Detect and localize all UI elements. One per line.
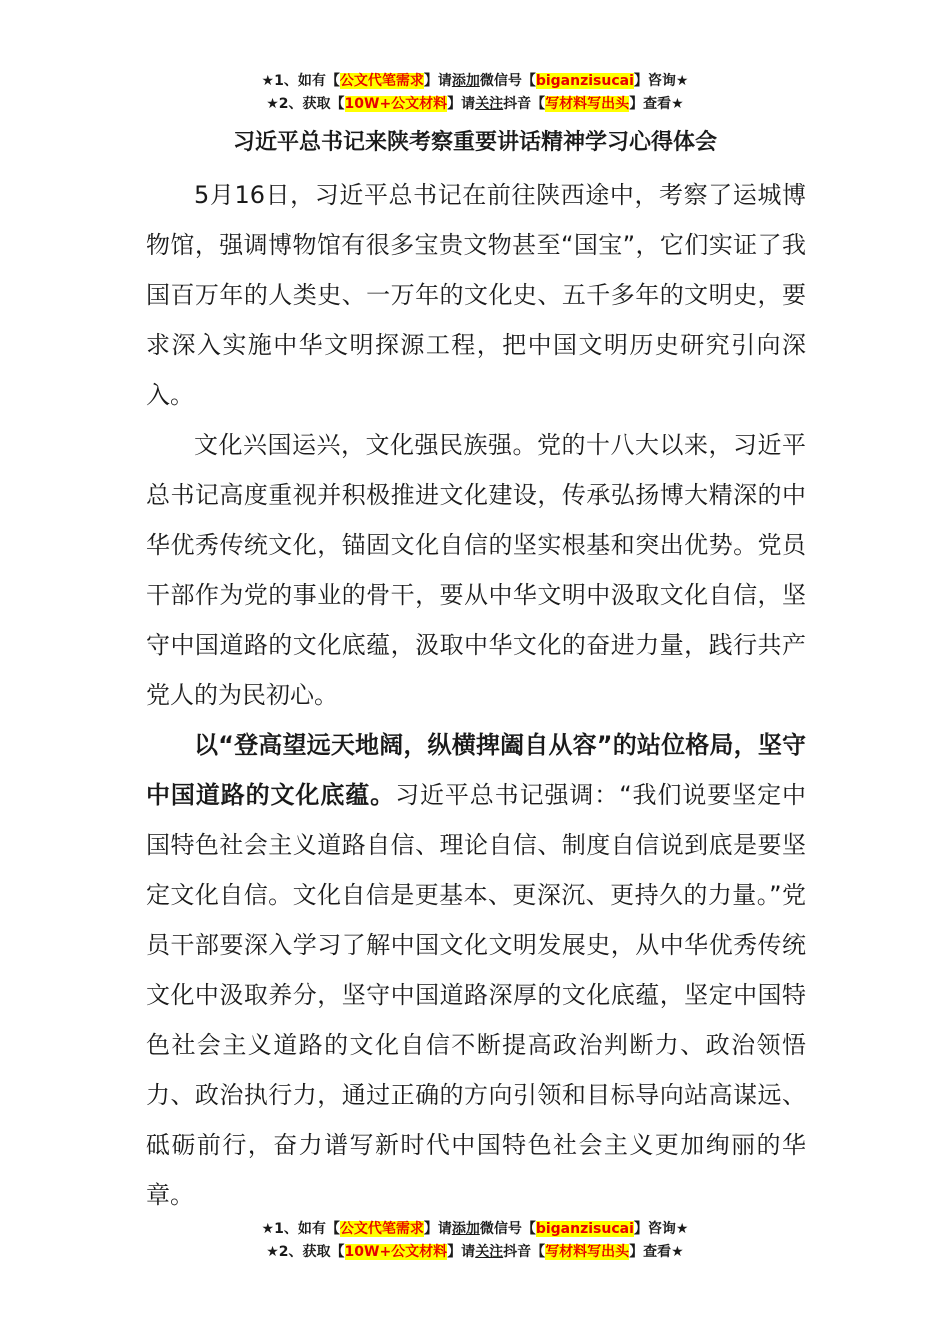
paragraph-1: 5月16日，习近平总书记在前往陕西途中，考察了运城博物馆，强调博物馆有很多宝贵文物甚至“国宝”，它们实证了我国百万年的人类史、一万年的文化史、五千多年的文明史，要求深入实施中华文明探源工程，把中国文明历史研究引向深入。 <box>146 181 806 409</box>
banner-highlight: 写材料写出头 <box>545 96 630 112</box>
banner-highlight: 10W+公文材料 <box>344 1244 448 1260</box>
paragraph-3-heading: 以“登高望远天地阔，纵横捭阖自从容”的站位格局，坚守中国道路的文化底蕴。 <box>146 731 806 809</box>
banner-text: 】咨询★ <box>633 1221 689 1237</box>
bottom-banner <box>0 1218 950 1264</box>
banner-text: ★2、获取【 <box>266 96 345 112</box>
paragraph-3 <box>146 720 806 1220</box>
banner-text: ★1、如有【 <box>261 1221 340 1237</box>
banner-line-2 <box>0 1241 950 1264</box>
banner-highlight: 公文代笔需求 <box>339 1221 424 1237</box>
banner-highlight: 写材料写出头 <box>545 1244 630 1260</box>
document-body <box>146 170 806 1220</box>
banner-highlight: biganzisucai <box>535 1221 634 1237</box>
banner-text: ★2、获取【 <box>266 1244 345 1260</box>
banner-text: 】请 <box>447 1244 476 1260</box>
banner-line-2 <box>0 93 950 116</box>
banner-line-1 <box>0 1218 950 1241</box>
banner-text: ★1、如有【 <box>261 73 340 89</box>
banner-highlight: 10W+公文材料 <box>344 96 448 112</box>
document-title: 习近平总书记来陕考察重要讲话精神学习心得体会 <box>232 130 717 155</box>
banner-text: 】请 <box>423 1221 452 1237</box>
banner-underlined: 关注 <box>475 1244 504 1260</box>
banner-text: 抖音【 <box>503 96 546 112</box>
banner-text: 】请 <box>447 96 476 112</box>
banner-text: 】查看★ <box>629 1244 684 1260</box>
banner-underlined: 添加 <box>451 73 480 89</box>
paragraph-3-text: 习近平总书记强调：“我们说要坚定中国特色社会主义道路自信、理论自信、制度自信说到底是要坚定文化自信。文化自信是更基本、更深沉、更持久的力量。”党员干部要深入学习了解中国文化文明发展史，从中华优秀传统文化中汲取养分，坚守中国道路深厚的文化底蕴，坚定中国特色社会主义道路的文化自信不断提高政治判断力、政治领悟力、政治执行力，通过正确的方向引领和目标导向站高谋远、砥砺前行，奋力谱写新时代中国特色社会主义更加绚丽的华章。 <box>146 781 806 1209</box>
banner-underlined: 关注 <box>475 96 504 112</box>
banner-highlight: biganzisucai <box>535 73 634 89</box>
banner-text: 】查看★ <box>629 96 684 112</box>
paragraph-2: 文化兴国运兴，文化强民族强。党的十八大以来，习近平总书记高度重视并积极推进文化建设，传承弘扬博大精深的中华优秀传统文化，锚固文化自信的坚实根基和突出优势。党员干部作为党的事业的骨干，要从中华文明中汲取文化自信，坚守中国道路的文化底蕴，汲取中华文化的奋进力量，践行共产党人的为民初心。 <box>146 431 806 709</box>
banner-text: 抖音【 <box>503 1244 546 1260</box>
banner-underlined: 添加 <box>451 1221 480 1237</box>
banner-text: 】请 <box>423 73 452 89</box>
top-banner <box>0 70 950 116</box>
banner-text: 微信号【 <box>479 73 536 89</box>
banner-highlight: 公文代笔需求 <box>339 73 424 89</box>
banner-line-1 <box>0 70 950 93</box>
banner-text: 】咨询★ <box>633 73 689 89</box>
banner-text: 微信号【 <box>479 1221 536 1237</box>
